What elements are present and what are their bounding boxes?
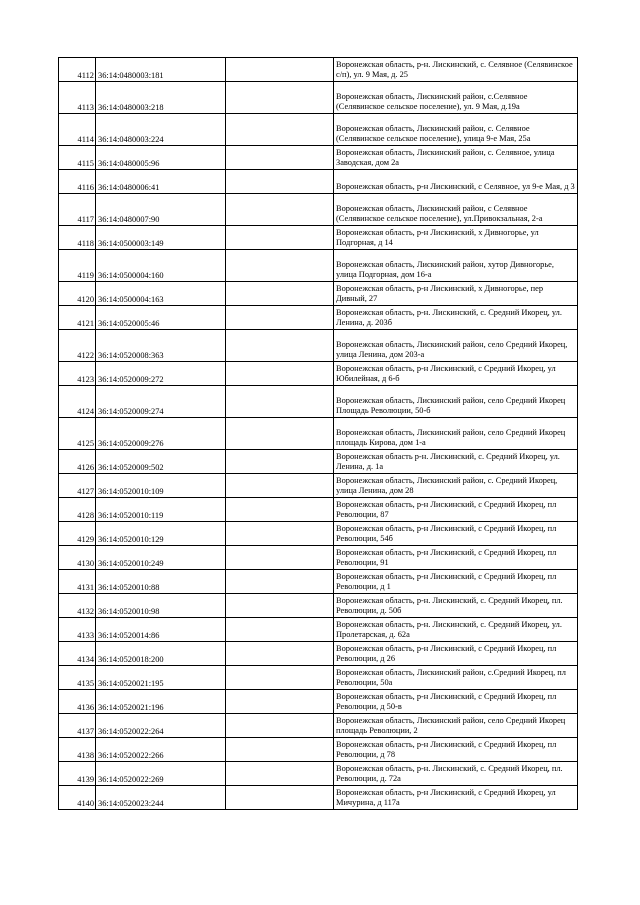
empty-cell (226, 546, 334, 570)
table-row (59, 362, 578, 386)
row-number: 4140 (59, 786, 96, 810)
cadastral-number: 36:14:0520023:244 (96, 786, 226, 810)
table-row (59, 386, 578, 418)
address: Воронежская область, Лискинский район, село Средний Икорец площадь Кирова, дом 1-а (334, 418, 578, 450)
address: Воронежская область, р-н Лискинский, х Дивногорье, ул Подгорная, д 14 (334, 226, 578, 250)
address: Воронежская область, р-н Лискинский, х Дивногорье, пер Дивный, 27 (334, 282, 578, 306)
address: Воронежская область, р-н Лискинский, с Средний Икорец, ул Юбилейная, д 6-б (334, 362, 578, 386)
empty-cell (226, 690, 334, 714)
row-number: 4131 (59, 570, 96, 594)
table-row (59, 690, 578, 714)
table-row (59, 170, 578, 194)
address: Воронежская область, р-н. Лискинский, с. Средний Икорец, пл. Революции, д. 72а (334, 762, 578, 786)
address: Воронежская область, р-н Лискинский, с Средний Икорец, ул Мичурина, д 117а (334, 786, 578, 810)
table-row (59, 418, 578, 450)
address: Воронежская область, р-н Лискинский, с Средний Икорец, пл Революции, 91 (334, 546, 578, 570)
address: Воронежская область, Лискинский район, с. Средний Икорец, улица Ленина, дом 28 (334, 474, 578, 498)
cadastral-number: 36:14:0520005:46 (96, 306, 226, 330)
empty-cell (226, 642, 334, 666)
cadastral-number: 36:14:0520009:276 (96, 418, 226, 450)
table-row (59, 282, 578, 306)
address: Воронежская область р-н. Лискинский, с. Средний Икорец, ул. Ленина, д. 1а (334, 450, 578, 474)
cadastral-number: 36:14:0480003:218 (96, 82, 226, 114)
row-number: 4121 (59, 306, 96, 330)
cadastral-number: 36:14:0520018:200 (96, 642, 226, 666)
cadastral-number: 36:14:0520010:88 (96, 570, 226, 594)
row-number: 4123 (59, 362, 96, 386)
row-number: 4112 (59, 58, 96, 82)
empty-cell (226, 282, 334, 306)
address: Воронежская область, р-н Лискинский, с Средний Икорец, пл Революции, д 1 (334, 570, 578, 594)
empty-cell (226, 330, 334, 362)
row-number: 4134 (59, 642, 96, 666)
cadastral-number: 36:14:0500003:149 (96, 226, 226, 250)
address: Воронежская область, р-н. Лискинский, с. Селявное (Селявинское с/п), ул. 9 Мая, д. 25 (334, 58, 578, 82)
row-number: 4117 (59, 194, 96, 226)
empty-cell (226, 194, 334, 226)
empty-cell (226, 738, 334, 762)
row-number: 4118 (59, 226, 96, 250)
row-number: 4128 (59, 498, 96, 522)
empty-cell (226, 170, 334, 194)
empty-cell (226, 450, 334, 474)
cadastral-number: 36:14:0500004:160 (96, 250, 226, 282)
table-row (59, 474, 578, 498)
empty-cell (226, 762, 334, 786)
empty-cell (226, 618, 334, 642)
cadastral-number: 36:14:0520009:272 (96, 362, 226, 386)
table-row (59, 570, 578, 594)
row-number: 4130 (59, 546, 96, 570)
table-row (59, 250, 578, 282)
property-table-body (59, 58, 578, 810)
row-number: 4124 (59, 386, 96, 418)
address: Воронежская область, р-н Лискинский, с Средний Икорец, пл Революции, 87 (334, 498, 578, 522)
cadastral-number: 36:14:0520008:363 (96, 330, 226, 362)
cadastral-number: 36:14:0500004:163 (96, 282, 226, 306)
row-number: 4126 (59, 450, 96, 474)
row-number: 4120 (59, 282, 96, 306)
row-number: 4127 (59, 474, 96, 498)
empty-cell (226, 82, 334, 114)
address: Воронежская область, Лискинский район, с.Средний Икорец, пл Революции, 50а (334, 666, 578, 690)
table-row (59, 194, 578, 226)
cadastral-number: 36:14:0520010:249 (96, 546, 226, 570)
cadastral-number: 36:14:0520022:264 (96, 714, 226, 738)
empty-cell (226, 594, 334, 618)
table-row (59, 498, 578, 522)
row-number: 4133 (59, 618, 96, 642)
address: Воронежская область, р-н Лискинский, с Средний Икорец, пл Революции, д 26 (334, 642, 578, 666)
table-row (59, 58, 578, 82)
row-number: 4129 (59, 522, 96, 546)
empty-cell (226, 714, 334, 738)
table-row (59, 546, 578, 570)
cadastral-number: 36:14:0480007:90 (96, 194, 226, 226)
address: Воронежская область, Лискинский район, село Средний Икорец площадь Революции, 2 (334, 714, 578, 738)
row-number: 4136 (59, 690, 96, 714)
table-row (59, 666, 578, 690)
cadastral-number: 36:14:0520022:266 (96, 738, 226, 762)
cadastral-number: 36:14:0520010:98 (96, 594, 226, 618)
empty-cell (226, 146, 334, 170)
cadastral-number: 36:14:0520022:269 (96, 762, 226, 786)
table-row (59, 114, 578, 146)
empty-cell (226, 498, 334, 522)
row-number: 4138 (59, 738, 96, 762)
table-row (59, 306, 578, 330)
table-row (59, 82, 578, 114)
table-row (59, 450, 578, 474)
empty-cell (226, 386, 334, 418)
cadastral-number: 36:14:0480003:181 (96, 58, 226, 82)
cadastral-number: 36:14:0520010:109 (96, 474, 226, 498)
row-number: 4113 (59, 82, 96, 114)
address: Воронежская область, Лискинский район, с. Селявное, улица Заводская, дом 2а (334, 146, 578, 170)
property-table (58, 57, 578, 810)
address: Воронежская область, Лискинский район, с Селявное (Селявинское сельское поселение), ул.Привокзальная, 2-а (334, 194, 578, 226)
table-row (59, 642, 578, 666)
row-number: 4119 (59, 250, 96, 282)
address: Воронежская область, Лискинский район, село Средний Икорец Площадь Революции, 50-б (334, 386, 578, 418)
cadastral-number: 36:14:0520009:274 (96, 386, 226, 418)
address: Воронежская область, р-н. Лискинский, с. Средний Икорец, ул. Пролетарская, д. 62а (334, 618, 578, 642)
empty-cell (226, 58, 334, 82)
table-row (59, 714, 578, 738)
cadastral-number: 36:14:0520010:119 (96, 498, 226, 522)
address: Воронежская область, Лискинский район, хутор Дивногорье, улица Подгорная, дом 16-а (334, 250, 578, 282)
table-row (59, 786, 578, 810)
cadastral-number: 36:14:0520009:502 (96, 450, 226, 474)
empty-cell (226, 570, 334, 594)
table-row (59, 762, 578, 786)
table-row (59, 618, 578, 642)
address: Воронежская область, Лискинский район, с.Селявное (Селявинское сельское поселение), ул. 9 Мая, д.19а (334, 82, 578, 114)
address: Воронежская область, р-н Лискинский, с Средний Икорец, пл Революции, д 50-в (334, 690, 578, 714)
row-number: 4122 (59, 330, 96, 362)
cadastral-number: 36:14:0520010:129 (96, 522, 226, 546)
empty-cell (226, 786, 334, 810)
empty-cell (226, 250, 334, 282)
row-number: 4139 (59, 762, 96, 786)
address: Воронежская область, р-н. Лискинский, с. Средний Икорец, ул. Ленина, д. 203б (334, 306, 578, 330)
address: Воронежская область, р-н Лискинский, с Селявное, ул 9-е Мая, д 3 (334, 170, 578, 194)
empty-cell (226, 474, 334, 498)
row-number: 4115 (59, 146, 96, 170)
row-number: 4135 (59, 666, 96, 690)
empty-cell (226, 226, 334, 250)
address: Воронежская область, р-н Лискинский, с Средний Икорец, пл Революции, д 78 (334, 738, 578, 762)
cadastral-number: 36:14:0480006:41 (96, 170, 226, 194)
address: Воронежская область, р-н Лискинский, с Средний Икорец, пл Революции, 54б (334, 522, 578, 546)
empty-cell (226, 362, 334, 386)
empty-cell (226, 522, 334, 546)
table-row (59, 522, 578, 546)
table-row (59, 226, 578, 250)
row-number: 4114 (59, 114, 96, 146)
cadastral-number: 36:14:0520014:86 (96, 618, 226, 642)
cadastral-number: 36:14:0480003:224 (96, 114, 226, 146)
table-row (59, 330, 578, 362)
cadastral-number: 36:14:0520021:195 (96, 666, 226, 690)
table-row (59, 594, 578, 618)
cadastral-number: 36:14:0520021:196 (96, 690, 226, 714)
table-row (59, 738, 578, 762)
empty-cell (226, 114, 334, 146)
empty-cell (226, 666, 334, 690)
empty-cell (226, 418, 334, 450)
address: Воронежская область, Лискинский район, с. Селявное (Селявинское сельское поселение), улица 9-е Мая, 25а (334, 114, 578, 146)
address: Воронежская область, Лискинский район, село Средний Икорец, улица Ленина, дом 203-а (334, 330, 578, 362)
row-number: 4116 (59, 170, 96, 194)
row-number: 4132 (59, 594, 96, 618)
row-number: 4137 (59, 714, 96, 738)
row-number: 4125 (59, 418, 96, 450)
address: Воронежская область, р-н. Лискинский, с. Средний Икорец, пл. Революции, д. 50б (334, 594, 578, 618)
cadastral-number: 36:14:0480005:96 (96, 146, 226, 170)
table-row (59, 146, 578, 170)
empty-cell (226, 306, 334, 330)
